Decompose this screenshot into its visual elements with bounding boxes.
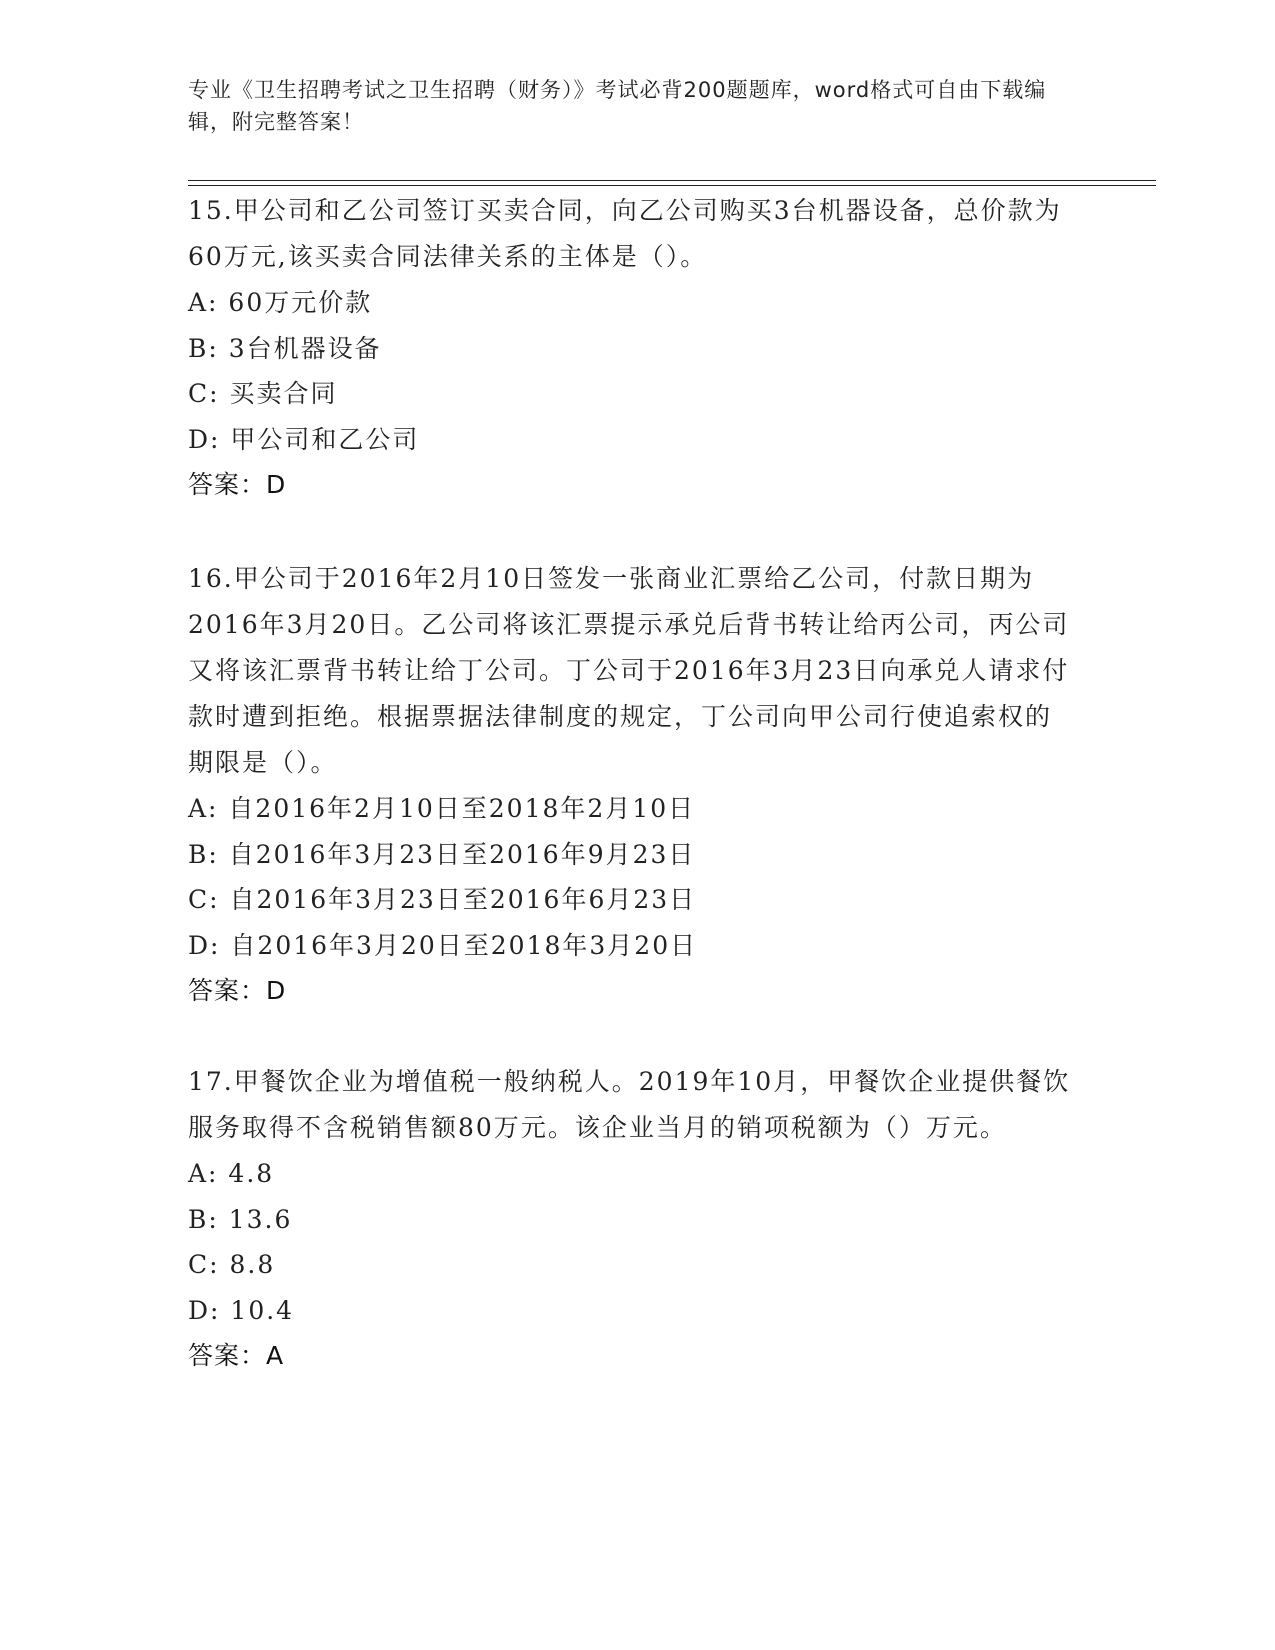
header-divider-bottom [188,185,1156,186]
option-a: A: 60万元价款 [188,288,373,317]
option-a: A: 自2016年2月10日至2018年2月10日 [188,794,696,823]
option-c: C: 自2016年3月23日至2016年6月23日 [188,885,697,914]
question-stem: 17.甲餐饮企业为增值税一般纳税人。2019年10月，甲餐饮企业提供餐饮服务取得不含税销售额80万元。该企业当月的销项税额为（）万元。 [188,1067,1071,1142]
answer: 答案：D [188,470,287,499]
question-stem: 16.甲公司于2016年2月10日签发一张商业汇票给乙公司，付款日期为2016年3月20日。乙公司将该汇票提示承兑后背书转让给丙公司，丙公司又将该汇票背书转让给丁公司。丁公司于2016年3月23日向承兑人请求付款时遭到拒绝。根据票据法律制度的规定，丁公司向甲公司行使追索权的期限是（）。 [188,564,1070,777]
option-d: D: 甲公司和乙公司 [188,424,420,454]
option-a: A: 4.8 [188,1159,275,1188]
header-text: 专业《卫生招聘考试之卫生招聘（财务）》考试必背200题题库，word格式可自由下载编辑，附完整答案！ [188,78,1047,134]
answer: 答案：D [188,976,287,1005]
header-divider-top [188,180,1156,181]
question-17 [188,1059,1078,1379]
option-b: B: 13.6 [188,1204,293,1234]
option-b: B: 自2016年3月23日至2016年9月23日 [188,839,696,869]
option-d: D: 10.4 [188,1295,295,1325]
answer: 答案：A [188,1341,285,1370]
question-stem: 15.甲公司和乙公司签订买卖合同，向乙公司购买3台机器设备，总价款为60万元,该买卖合同法律关系的主体是（）。 [188,196,1062,271]
option-c: C: 买卖合同 [188,379,338,408]
question-16 [188,556,1078,1014]
question-15 [188,188,1078,508]
option-b: B: 3台机器设备 [188,333,382,363]
document-header [188,74,1068,138]
option-d: D: 自2016年3月20日至2018年3月20日 [188,930,698,960]
option-c: C: 8.8 [188,1250,276,1279]
